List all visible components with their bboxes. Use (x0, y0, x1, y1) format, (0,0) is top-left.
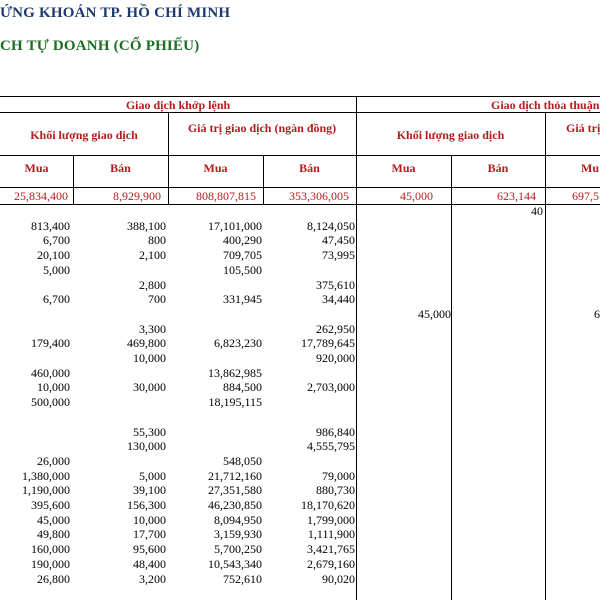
header-negotiated-deals: Giao dịch thỏa thuận (491, 98, 600, 112)
table-cell: 46,230,850 (208, 498, 262, 512)
table-cell: 813,400 (31, 218, 70, 233)
table-cell: 469,800 (127, 336, 166, 351)
table-cell: 548,050 (223, 453, 262, 468)
table-cell: 39,100 (133, 483, 166, 498)
header-sell: Bán (299, 161, 320, 175)
table-cell: 190,000 (31, 556, 70, 571)
table-cell: 17,789,645 (301, 336, 355, 351)
header-negotiated-value: Giá trị (566, 121, 600, 135)
table-cell: 49,800 (37, 527, 70, 542)
table-cell: 2,679,160 (307, 556, 355, 571)
table-cell: 10,000 (37, 380, 70, 395)
table-cell: 21,712,160 (208, 468, 262, 483)
table-cell: 331,945 (223, 292, 262, 307)
header-sell: Bán (110, 161, 131, 175)
table-cell: 884,500 (223, 380, 262, 395)
table-cell: 709,705 (223, 248, 262, 263)
page-subtitle: CH TỰ DOANH (CỔ PHIẾU) (0, 38, 200, 54)
table-cell: 2,800 (139, 277, 166, 292)
table-cell: 5,700,250 (214, 542, 262, 557)
table-cell: 3,159,930 (214, 527, 262, 542)
table-cell: 10,000 (133, 512, 166, 527)
total-cell: 808,807,815 (196, 189, 256, 203)
table-cell: 3,421,765 (307, 542, 355, 557)
table-cell: 20,100 (37, 248, 70, 263)
table-cell: 6 (594, 306, 600, 321)
table-cell: 26,800 (37, 571, 70, 586)
table-cell: 105,500 (223, 262, 262, 277)
table-cell: 6,700 (43, 292, 70, 307)
table-cell: 1,190,000 (22, 483, 70, 498)
header-buy: Mua (203, 161, 228, 175)
table-cell: 388,100 (127, 218, 166, 233)
total-cell: 697,5 (572, 189, 599, 203)
table-cell: 6,823,230 (214, 336, 262, 351)
table-cell: 5,000 (139, 468, 166, 483)
table-cell: 460,000 (31, 365, 70, 380)
grid-line (545, 112, 546, 600)
total-cell: 8,929,900 (113, 189, 161, 203)
table-cell: 1,799,000 (307, 512, 355, 527)
table-cell: 262,950 (316, 321, 355, 336)
header-buy: Mu (581, 161, 599, 175)
header-sell: Bán (487, 161, 509, 175)
header-negotiated-volume: Khối lượng giao dịch (396, 128, 505, 142)
table-cell: 2,703,000 (307, 380, 355, 395)
table-cell: 48,400 (133, 556, 166, 571)
table-cell: 500,000 (31, 395, 70, 410)
table-cell: 1,380,000 (22, 468, 70, 483)
total-cell: 25,834,400 (14, 189, 68, 203)
table-cell: 2,100 (139, 248, 166, 263)
table-cell: 26,000 (37, 453, 70, 468)
table-cell: 5,000 (43, 262, 70, 277)
table-cell: 18,195,115 (208, 395, 262, 410)
table-cell: 18,170,620 (301, 498, 355, 512)
table-cell: 73,995 (322, 248, 355, 263)
table-cell: 156,300 (127, 498, 166, 512)
table-cell: 700 (148, 292, 166, 307)
table-cell: 79,000 (322, 468, 355, 483)
table-cell: 880,730 (316, 483, 355, 498)
table-cell: 1,111,900 (307, 527, 355, 542)
table-cell: 13,862,985 (208, 365, 262, 380)
grid-line (0, 187, 600, 188)
table-cell: 90,020 (322, 571, 355, 586)
table-cell: 800 (148, 233, 166, 248)
table-cell: 920,000 (316, 351, 355, 365)
grid-line (0, 155, 600, 156)
table-cell: 986,840 (316, 424, 355, 439)
table-cell: 130,000 (127, 439, 166, 454)
table-cell: 27,351,580 (208, 483, 262, 498)
table-cell: 179,400 (31, 336, 70, 351)
table-cell: 8,094,950 (214, 512, 262, 527)
table-cell: 17,101,000 (208, 218, 262, 233)
table-cell: 45,000 (37, 512, 70, 527)
table-cell: 3,300 (139, 321, 166, 336)
table-cell: 4,555,795 (307, 439, 355, 454)
table-cell: 47,450 (322, 233, 355, 248)
header-buy: Mua (24, 161, 49, 175)
table-cell: 395,600 (31, 498, 70, 512)
grid-line (451, 155, 452, 600)
header-matched-volume: Khối lượng giao dịch (30, 128, 138, 142)
grid-line (0, 96, 600, 97)
table-cell: 160,000 (31, 542, 70, 557)
table-cell: 375,610 (316, 277, 355, 292)
table-cell: 10,543,340 (208, 556, 262, 571)
table-cell: 752,610 (223, 571, 262, 586)
header-matched-value: Giá trị giao dịch (ngàn đồng) (187, 121, 337, 135)
total-cell: 353,306,005 (289, 189, 349, 203)
table-cell: 55,300 (133, 424, 166, 439)
total-cell: 45,000 (400, 189, 433, 203)
table-cell: 30,000 (133, 380, 166, 395)
grid-line (0, 204, 600, 205)
table-cell: 6,700 (43, 233, 70, 248)
header-matched-orders: Giao dịch khớp lệnh (125, 98, 231, 112)
table-cell: 34,440 (322, 292, 355, 307)
total-cell: 623,144 (497, 189, 536, 203)
table-cell: 17,700 (133, 527, 166, 542)
table-cell: 400,290 (223, 233, 262, 248)
table-cell: 10,000 (133, 351, 166, 365)
page-title: ỨNG KHOÁN TP. HỒ CHÍ MINH (0, 5, 231, 21)
table-cell: 40 (531, 204, 543, 218)
table-cell: 95,600 (133, 542, 166, 557)
header-buy: Mua (391, 161, 416, 175)
table-cell: 8,124,050 (307, 218, 355, 233)
table-cell: 3,200 (139, 571, 166, 586)
table-cell: 45,000 (418, 306, 451, 321)
